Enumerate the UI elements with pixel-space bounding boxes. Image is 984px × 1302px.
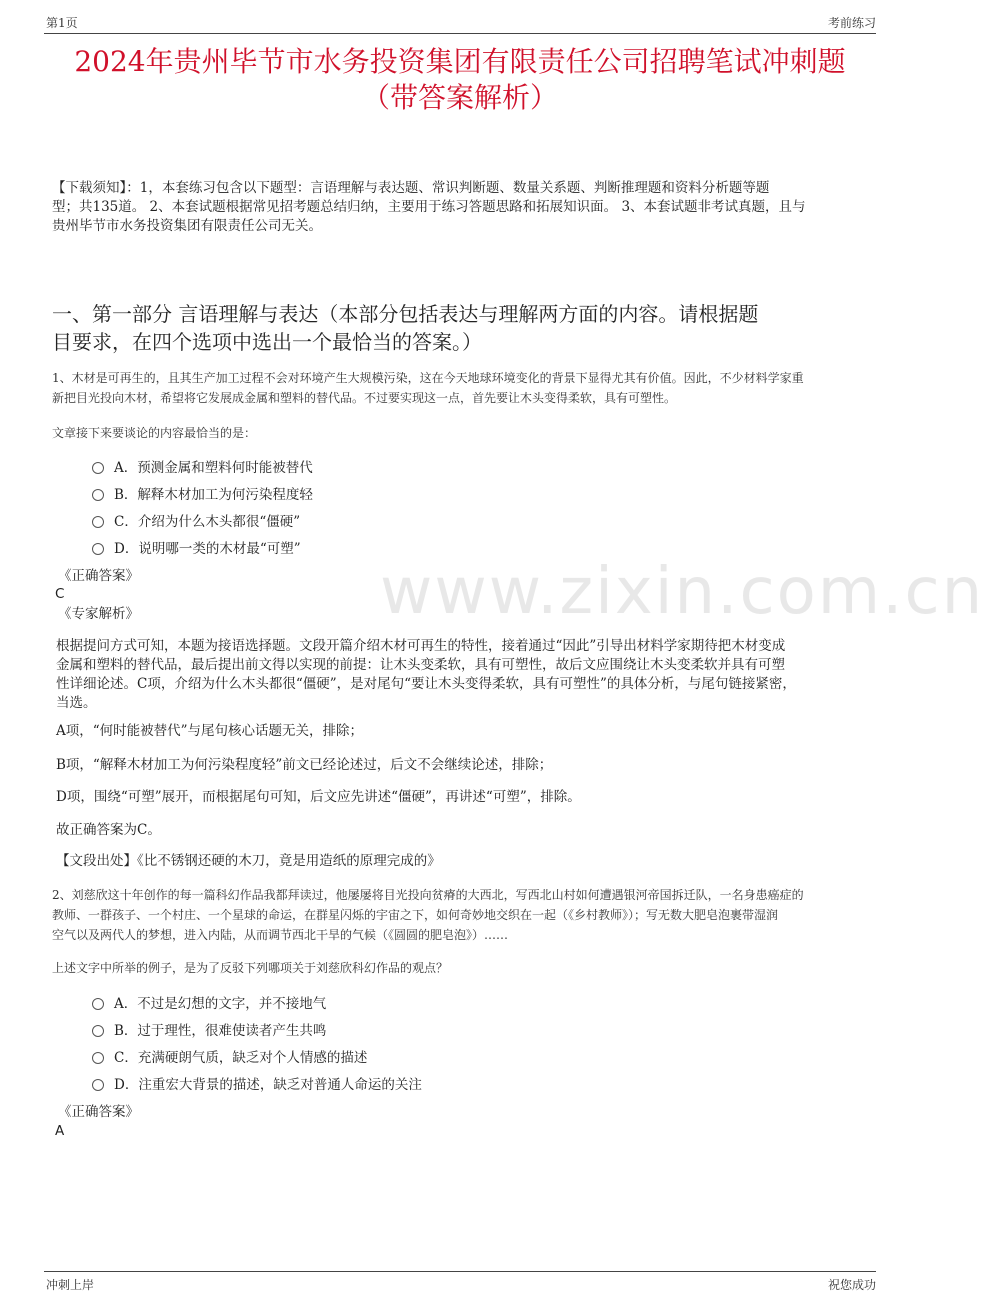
q1-analysis-label: 《专家解析》 [58, 606, 139, 622]
option-label: A．预测金属和塑料何时能被替代 [114, 460, 313, 476]
q1-source: 【文段出处】《比不锈钢还硬的木刀，竟是用造纸的原理完成的》 [56, 853, 441, 869]
question-stem-line: 1、木材是可再生的，且其生产加工过程不会对环境产生大规模污染，这在今天地球环境变化的背景下显得尤其有价值。因此，不少材料学家重 [52, 371, 804, 385]
analysis-line: 根据提问方式可知，本题为接语选择题。文段开篇介绍木材可再生的特性，接着通过“因此”引导出材料学家期待把木材变成 [56, 638, 786, 654]
q2-option-d[interactable] [92, 1073, 422, 1093]
q1-answer-label: 《正确答案》 [58, 568, 139, 584]
question-2-stem [52, 885, 872, 945]
question-1-prompt: 文章接下来要谈论的内容最恰当的是： [52, 426, 257, 440]
radio-button-icon[interactable] [92, 1025, 104, 1037]
notice-line: 贵州毕节市水务投资集团有限责任公司无关。 [52, 218, 322, 234]
analysis-line: 金属和塑料的替代品，最后提出前文得以实现的前提：让木头变柔软，具有可塑性，故后文应围绕让木头变柔软并具有可塑 [56, 657, 785, 673]
q1-note-d: D项，围绕“可塑”展开，而根据尾句可知，后文应先讲述“僵硬”，再讲述“可塑”，排除。 [56, 789, 581, 805]
radio-button-icon[interactable] [92, 998, 104, 1010]
section-heading [52, 300, 872, 356]
option-label: D．说明哪一类的木材最“可塑” [114, 541, 301, 557]
question-stem-line: 教师、一群孩子、一个村庄、一个星球的命运，在群星闪烁的宇宙之下，如何奇妙地交织在一起（《乡村教师》）；写无数大肥皂泡裹带湿润 [52, 908, 779, 922]
q2-answer-label: 《正确答案》 [58, 1104, 139, 1120]
q1-note-b: B项，“解释木材加工为何污染程度轻”前文已经论述过，后文不会继续论述，排除； [56, 757, 553, 773]
q2-option-c[interactable] [92, 1046, 367, 1066]
q2-option-b[interactable] [92, 1019, 326, 1039]
q2-answer: A [55, 1123, 65, 1139]
q1-option-c[interactable] [92, 510, 300, 530]
watermark: www.zixin.com.cn [380, 555, 984, 629]
q1-answer: C [55, 586, 65, 602]
q1-option-a[interactable] [92, 456, 313, 476]
download-notice [52, 179, 872, 236]
header-label: 考前练习 [827, 16, 876, 30]
option-label: A．不过是幻想的文字，并不接地气 [114, 996, 327, 1012]
option-label: C．介绍为什么木头都很“僵硬” [114, 514, 301, 530]
radio-button-icon[interactable] [92, 462, 104, 474]
option-label: D．注重宏大背景的描述，缺乏对普通人命运的关注 [114, 1077, 422, 1093]
q1-analysis [56, 637, 876, 713]
question-stem-line: 2、刘慈欣这十年创作的每一篇科幻作品我都拜读过，他屡屡将目光投向贫瘠的大西北，写西北山村如何遭遇银河帝国拆迁队，一名身患癌症的 [52, 888, 804, 902]
analysis-line: 性详细论述。C项，介绍为什么木头都很“僵硬”，是对尾句“要让木头变得柔软，具有可塑性”的具体分析，与尾句链接紧密， [56, 676, 796, 692]
question-stem-line: 空气以及两代人的梦想，进入内陆，从而调节西北干旱的气候（《圆圆的肥皂泡》）…… [52, 928, 509, 942]
option-label: B．过于理性，很难使读者产生共鸣 [114, 1023, 327, 1039]
option-label: C．充满硬朗气质，缺乏对个人情感的描述 [114, 1050, 368, 1066]
section-heading-line: 一、第一部分 言语理解与表达（本部分包括表达与理解两方面的内容。请根据题 [52, 302, 759, 326]
radio-button-icon[interactable] [92, 489, 104, 501]
q1-option-b[interactable] [92, 483, 313, 503]
section-heading-line: 目要求，在四个选项中选出一个最恰当的答案。） [52, 330, 482, 354]
radio-button-icon[interactable] [92, 516, 104, 528]
header-divider [44, 33, 876, 34]
page-number: 第1页 [46, 16, 78, 30]
option-label: B．解释木材加工为何污染程度轻 [114, 487, 313, 503]
question-2-prompt: 上述文字中所举的例子，是为了反驳下列哪项关于刘慈欣科幻作品的观点？ [52, 961, 449, 975]
notice-line: 型；共135道。 2、本套试题根据常见招考题总结归纳，主要用于练习答题思路和拓展知识面。 3、本套试题非考试真题，且与 [52, 199, 806, 215]
q1-conclusion: 故正确答案为C。 [56, 822, 161, 838]
notice-line: 【下载须知】：1，本套练习包含以下题型：言语理解与表达题、常识判断题、数量关系题、判断推理题和资料分析题等题 [52, 180, 770, 196]
document-title-line1: 2024年贵州毕节市水务投资集团有限责任公司招聘笔试冲刺题 [74, 45, 846, 78]
q1-option-d[interactable] [92, 537, 301, 557]
q2-option-a[interactable] [92, 992, 326, 1012]
radio-button-icon[interactable] [92, 1052, 104, 1064]
document-title-line2: （带答案解析） [361, 81, 558, 114]
footer-left-text: 冲刺上岸 [46, 1278, 95, 1292]
question-stem-line: 新把目光投向木材，希望将它发展成金属和塑料的替代品。不过要实现这一点，首先要让木头变得柔软，具有可塑性。 [52, 391, 677, 405]
footer-right-text: 祝您成功 [827, 1278, 876, 1292]
analysis-line: 当选。 [56, 695, 97, 711]
q1-note-a: A项，“何时能被替代”与尾句核心话题无关，排除； [56, 723, 364, 739]
radio-button-icon[interactable] [92, 1079, 104, 1091]
radio-button-icon[interactable] [92, 543, 104, 555]
question-1-stem [52, 368, 872, 408]
footer-divider [44, 1271, 876, 1272]
